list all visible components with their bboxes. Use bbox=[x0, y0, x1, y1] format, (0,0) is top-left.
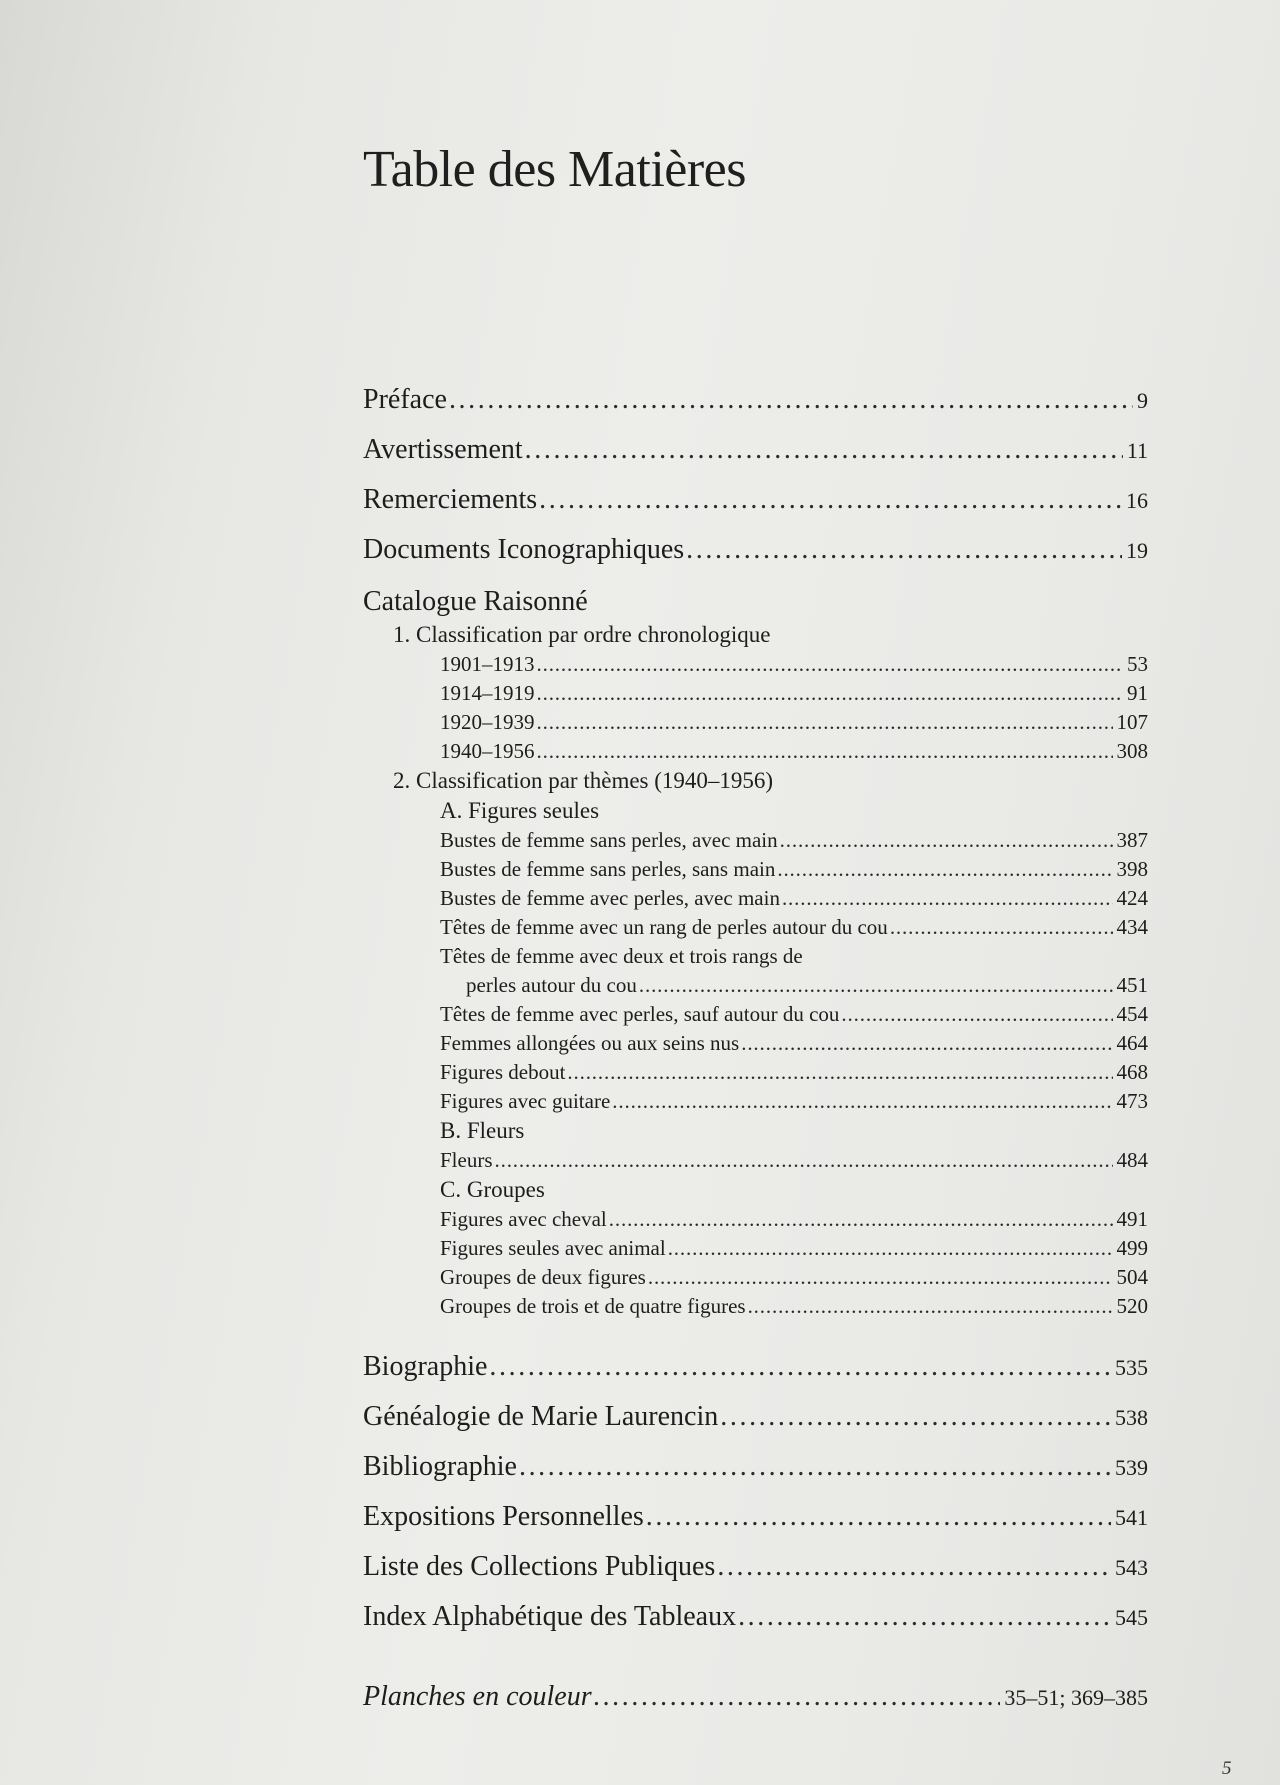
dot-leader bbox=[537, 708, 1113, 737]
toc-entry-page: 91 bbox=[1127, 681, 1148, 705]
dot-leader bbox=[594, 1681, 1001, 1713]
toc-entry-page: 424 bbox=[1116, 886, 1148, 910]
toc-entry-remerciements bbox=[363, 484, 1148, 534]
toc-entry bbox=[363, 971, 1148, 1000]
toc-entry-1914-1919 bbox=[363, 679, 1148, 708]
dot-leader bbox=[890, 913, 1113, 942]
toc-entry-index bbox=[363, 1601, 1148, 1651]
toc-entry-label: Liste des Collections Publiques bbox=[363, 1551, 716, 1582]
toc-entry-page: 16 bbox=[1126, 488, 1148, 513]
toc-entry-label: 1901–1913 bbox=[440, 652, 535, 676]
toc-entry-page: 454 bbox=[1116, 1002, 1148, 1026]
page-number: 5 bbox=[1222, 1758, 1232, 1779]
toc-entry-bibliographie bbox=[363, 1451, 1148, 1501]
dot-leader bbox=[717, 1551, 1111, 1583]
toc-entry-label: Planches en couleur bbox=[363, 1681, 592, 1712]
toc-entry-label: Bustes de femme avec perles, avec main bbox=[440, 886, 780, 910]
toc-entry-label: Groupes de deux figures bbox=[440, 1265, 646, 1289]
toc-entry-page: 53 bbox=[1127, 652, 1148, 676]
toc-entry-page: 35–51; 369–385 bbox=[1004, 1685, 1148, 1710]
toc-entry-label: Têtes de femme avec perles, sauf autour du cou bbox=[440, 1002, 840, 1026]
toc-entry-page: 387 bbox=[1116, 828, 1148, 852]
toc-entry-page: 539 bbox=[1115, 1455, 1148, 1480]
toc-entry-1901-1913 bbox=[363, 650, 1148, 679]
toc-entry-1920-1939 bbox=[363, 708, 1148, 737]
toc-entry-label: Remerciements bbox=[363, 484, 538, 515]
dot-leader bbox=[609, 1205, 1113, 1234]
toc-entry-page: 451 bbox=[1116, 973, 1148, 997]
toc-entry bbox=[363, 1292, 1148, 1321]
subsection-heading-chrono: 1. Classification par ordre chronologique bbox=[393, 622, 771, 647]
dot-leader bbox=[639, 971, 1113, 1000]
toc-entry-label: 1914–1919 bbox=[440, 681, 535, 705]
dot-leader bbox=[777, 855, 1112, 884]
toc-entry bbox=[363, 1058, 1148, 1087]
toc-entry bbox=[363, 913, 1148, 942]
dot-leader bbox=[537, 650, 1124, 679]
toc-entry-page: 491 bbox=[1116, 1207, 1148, 1231]
dot-leader bbox=[489, 1351, 1111, 1383]
toc-entry-label: 1940–1956 bbox=[440, 739, 535, 763]
toc-entry-page: 107 bbox=[1116, 710, 1148, 734]
dot-leader bbox=[686, 534, 1122, 566]
dot-leader bbox=[519, 1451, 1111, 1483]
toc-entry-page: 545 bbox=[1115, 1605, 1148, 1630]
toc-entry-page: 541 bbox=[1115, 1505, 1148, 1530]
toc-entry-page: 464 bbox=[1116, 1031, 1148, 1055]
page-title: Table des Matières bbox=[363, 141, 746, 198]
toc-entry bbox=[363, 1000, 1148, 1029]
toc-entry-collections bbox=[363, 1551, 1148, 1601]
toc-entry bbox=[363, 1263, 1148, 1292]
subsection-heading-themes: 2. Classification par thèmes (1940–1956) bbox=[393, 768, 774, 793]
toc-entry-documents-iconographiques bbox=[363, 534, 1148, 584]
spacer bbox=[363, 1321, 1148, 1351]
toc-entry-label: Têtes de femme avec un rang de perles autour du cou bbox=[440, 915, 888, 939]
toc-entry-label: Documents Iconographiques bbox=[363, 534, 685, 565]
toc-entry-planches bbox=[363, 1681, 1148, 1731]
toc-entry-expositions bbox=[363, 1501, 1148, 1551]
toc-entry-page: 11 bbox=[1126, 438, 1148, 463]
spacer bbox=[363, 1651, 1148, 1681]
toc-entry-label-line1: Têtes de femme avec deux et trois rangs de bbox=[440, 944, 803, 968]
toc-entry-label: Figures avec cheval bbox=[440, 1207, 607, 1231]
section-heading-catalogue: Catalogue Raisonné bbox=[363, 586, 588, 617]
dot-leader bbox=[841, 1000, 1112, 1029]
toc-entry-label: Figures debout bbox=[440, 1060, 566, 1084]
toc-entry bbox=[363, 1205, 1148, 1234]
toc-entry-page: 538 bbox=[1115, 1405, 1148, 1430]
toc-entry-genealogie bbox=[363, 1401, 1148, 1451]
dot-leader bbox=[780, 826, 1113, 855]
toc-entry bbox=[363, 1029, 1148, 1058]
toc-entry-page: 484 bbox=[1116, 1148, 1148, 1172]
toc-entry-label: Fleurs bbox=[440, 1148, 493, 1172]
toc-entry-page: 543 bbox=[1115, 1555, 1148, 1580]
toc-entry-avertissement bbox=[363, 434, 1148, 484]
toc-entry-page: 535 bbox=[1115, 1355, 1148, 1380]
dot-leader bbox=[648, 1263, 1113, 1292]
toc-entry-label: Préface bbox=[363, 384, 447, 415]
toc-entry-page: 9 bbox=[1137, 388, 1148, 413]
dot-leader bbox=[738, 1601, 1111, 1633]
toc-entry-page: 308 bbox=[1116, 739, 1148, 763]
toc-entry-biographie bbox=[363, 1351, 1148, 1401]
group-heading-figures-seules: A. Figures seules bbox=[440, 798, 600, 823]
toc-entry-label: Femmes allongées ou aux seins nus bbox=[440, 1031, 740, 1055]
toc-entry-page: 504 bbox=[1116, 1265, 1148, 1289]
toc-entry-label: Bustes de femme sans perles, avec main bbox=[440, 828, 778, 852]
toc-entry-label: Index Alphabétique des Tableaux bbox=[363, 1601, 737, 1632]
dot-leader bbox=[741, 1029, 1112, 1058]
dot-leader bbox=[720, 1401, 1111, 1433]
dot-leader bbox=[449, 384, 1133, 416]
toc-entry-1940-1956 bbox=[363, 737, 1148, 766]
toc-entry bbox=[363, 1146, 1148, 1175]
toc-entry-label: 1920–1939 bbox=[440, 710, 535, 734]
toc-entry bbox=[363, 826, 1148, 855]
toc-entry-page: 468 bbox=[1116, 1060, 1148, 1084]
dot-leader bbox=[668, 1234, 1113, 1263]
toc-entry bbox=[363, 855, 1148, 884]
toc-entry-label: Expositions Personnelles bbox=[363, 1501, 644, 1532]
toc-entry-label: Biographie bbox=[363, 1351, 488, 1382]
toc-entry-label: Figures seules avec animal bbox=[440, 1236, 666, 1260]
toc-entry-label: Bustes de femme sans perles, sans main bbox=[440, 857, 776, 881]
dot-leader bbox=[537, 679, 1124, 708]
toc-entry-label: Généalogie de Marie Laurencin bbox=[363, 1401, 719, 1432]
toc-entry bbox=[363, 884, 1148, 913]
toc-entry-label: Groupes de trois et de quatre figures bbox=[440, 1294, 746, 1318]
toc-entry-label: Avertissement bbox=[363, 434, 523, 465]
table-of-contents bbox=[363, 384, 1148, 1731]
dot-leader bbox=[537, 737, 1113, 766]
toc-entry bbox=[363, 1087, 1148, 1116]
dot-leader bbox=[495, 1146, 1113, 1175]
dot-leader bbox=[567, 1058, 1112, 1087]
toc-entry-page: 398 bbox=[1116, 857, 1148, 881]
group-heading-fleurs: B. Fleurs bbox=[440, 1118, 525, 1143]
group-heading-groupes: C. Groupes bbox=[440, 1177, 545, 1202]
toc-entry-page: 19 bbox=[1126, 538, 1148, 563]
dot-leader bbox=[748, 1292, 1113, 1321]
dot-leader bbox=[525, 434, 1123, 466]
toc-entry-page: 499 bbox=[1116, 1236, 1148, 1260]
toc-entry-label: perles autour du cou bbox=[466, 973, 637, 997]
toc-entry-page: 473 bbox=[1116, 1089, 1148, 1113]
dot-leader bbox=[782, 884, 1113, 913]
dot-leader bbox=[646, 1501, 1111, 1533]
toc-entry-preface bbox=[363, 384, 1148, 434]
toc-entry-page: 520 bbox=[1116, 1294, 1148, 1318]
toc-entry bbox=[363, 1234, 1148, 1263]
dot-leader bbox=[612, 1087, 1112, 1116]
toc-entry-label: Figures avec guitare bbox=[440, 1089, 611, 1113]
dot-leader bbox=[539, 484, 1122, 516]
toc-entry-label: Bibliographie bbox=[363, 1451, 517, 1482]
toc-entry-page: 434 bbox=[1116, 915, 1148, 939]
